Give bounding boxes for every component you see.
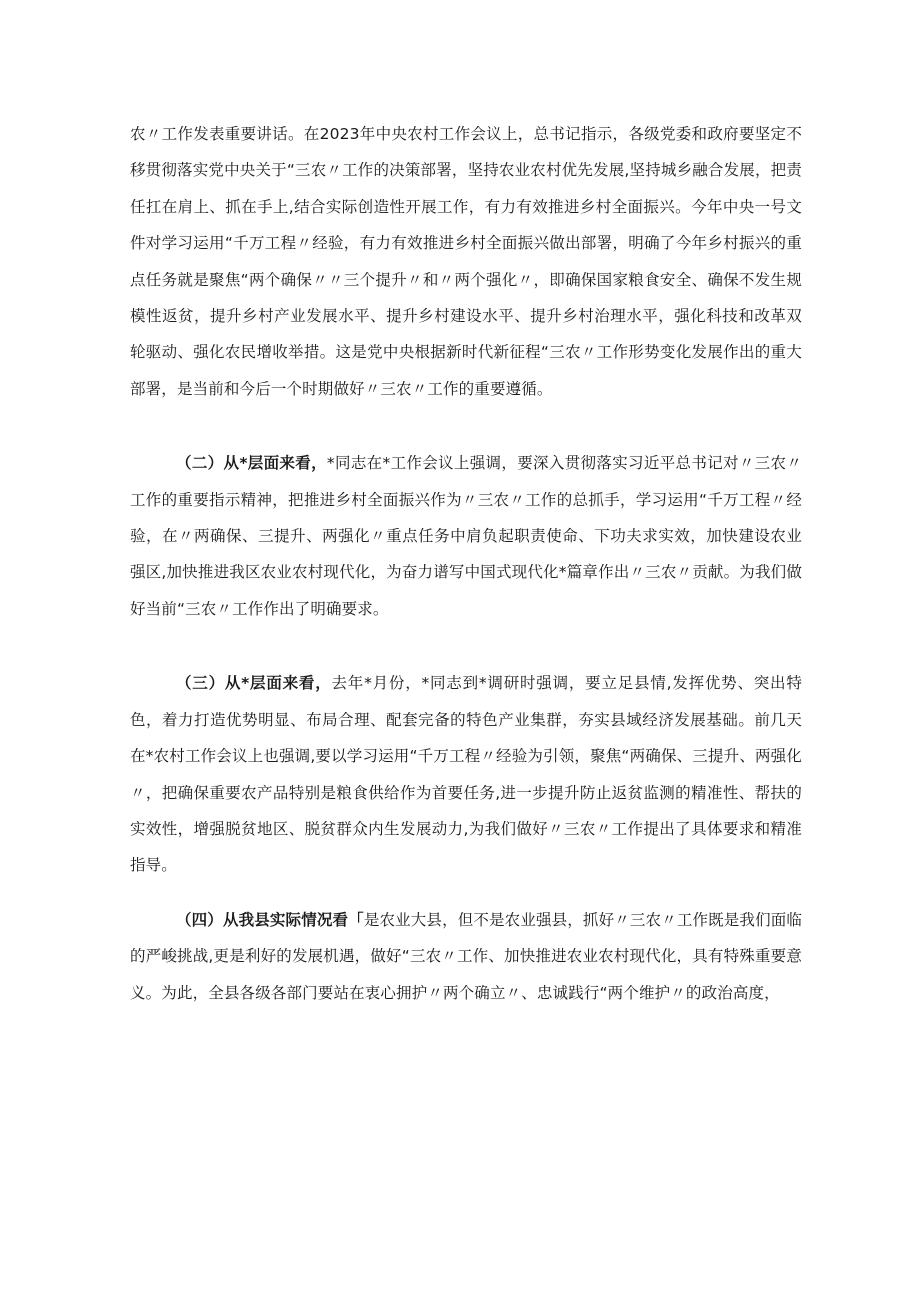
- paragraph-text: *同志在*工作会议上强调，要深入贯彻落实习近平总书记对〃三农〃工作的重要指示精神，把推进乡村全面振兴作为〃三农〃工作的总抓手，学习运用“千万工程〃经验，在〃两确保、三提升、两强化〃重点任务中肩负起职责使命、下功夫求实效，加快建设农业强区,加快推进我区农业农村现代化，为奋力谱写中国式现代化*篇章作出〃三农〃贡献。为我们做好当前“三农〃工作作出了明确要求。: [130, 454, 802, 618]
- paragraph-text: 是农业大县，但不是农业强县，抓好〃三农〃工作既是我们面临的严峻挑战,更是利好的发展机遇，做好“三农〃工作、加快推进农业农村现代化，具有特殊重要意义。为此，全县各级各部门要站在衷心拥护〃两个确立〃、忠诚践行“两个维护〃的政治高度，: [130, 910, 803, 1002]
- paragraph-section-4: [130, 902, 802, 1011]
- document-body: [130, 116, 802, 1011]
- section-heading: （四）从我县实际情况看「: [176, 910, 364, 929]
- paragraph-spacer: [130, 884, 802, 902]
- paragraph-text: 去年*月份，*同志到*调研时强调，要立足县情,发挥优势、突出特色，着力打造优势明显、布局合理、配套完备的特色产业集群，夯实县域经济发展基础。前几天在*农村工作会议上也强调,要以学习运用“千万工程〃经验为引领，聚焦“两确保、三提升、两强化〃，把确保重要农产品特别是粮食供给作为首要任务,进一步提升防止返贫监测的精准性、帮扶的实效性，增强脱贫地区、脱贫群众内生发展动力,为我们做好〃三农〃工作提出了具体要求和精准指导。: [130, 674, 802, 875]
- paragraph-spacer: [130, 627, 802, 665]
- paragraph-text: 农〃工作发表重要讲话。在2023年中央农村工作会议上，总书记指示，各级党委和政府要坚定不移贯彻落实党中央关于“三农〃工作的决策部署，坚持农业农村优先发展,坚持城乡融合发展，把责任扛在肩上、抓在手上,结合实际创造性开展工作，有力有效推进乡村全面振兴。今年中央一号文件对学习运用“千万工程〃经验，有力有效推进乡村全面振兴做出部署，明确了今年乡村振兴的重点任务就是聚焦“两个确保〃〃三个提升〃和〃两个强化〃，即确保国家粮食安全、确保不发生规模性返贫，提升乡村产业发展水平、提升乡村建设水平、提升乡村治理水平，强化科技和改革双轮驱动、强化农民增收举措。这是党中央根据新时代新征程“三农〃工作形势变化发展作出的重大部署，是当前和今后一个时期做好〃三农〃工作的重要遵循。: [130, 125, 802, 398]
- section-heading: （二）从*层面来看，: [176, 454, 327, 473]
- paragraph-section-3: [130, 665, 802, 883]
- paragraph-continuation: [130, 116, 802, 407]
- paragraph-spacer: [130, 407, 802, 445]
- section-heading: （三）从*层面来看，: [176, 674, 332, 693]
- paragraph-section-2: [130, 445, 802, 627]
